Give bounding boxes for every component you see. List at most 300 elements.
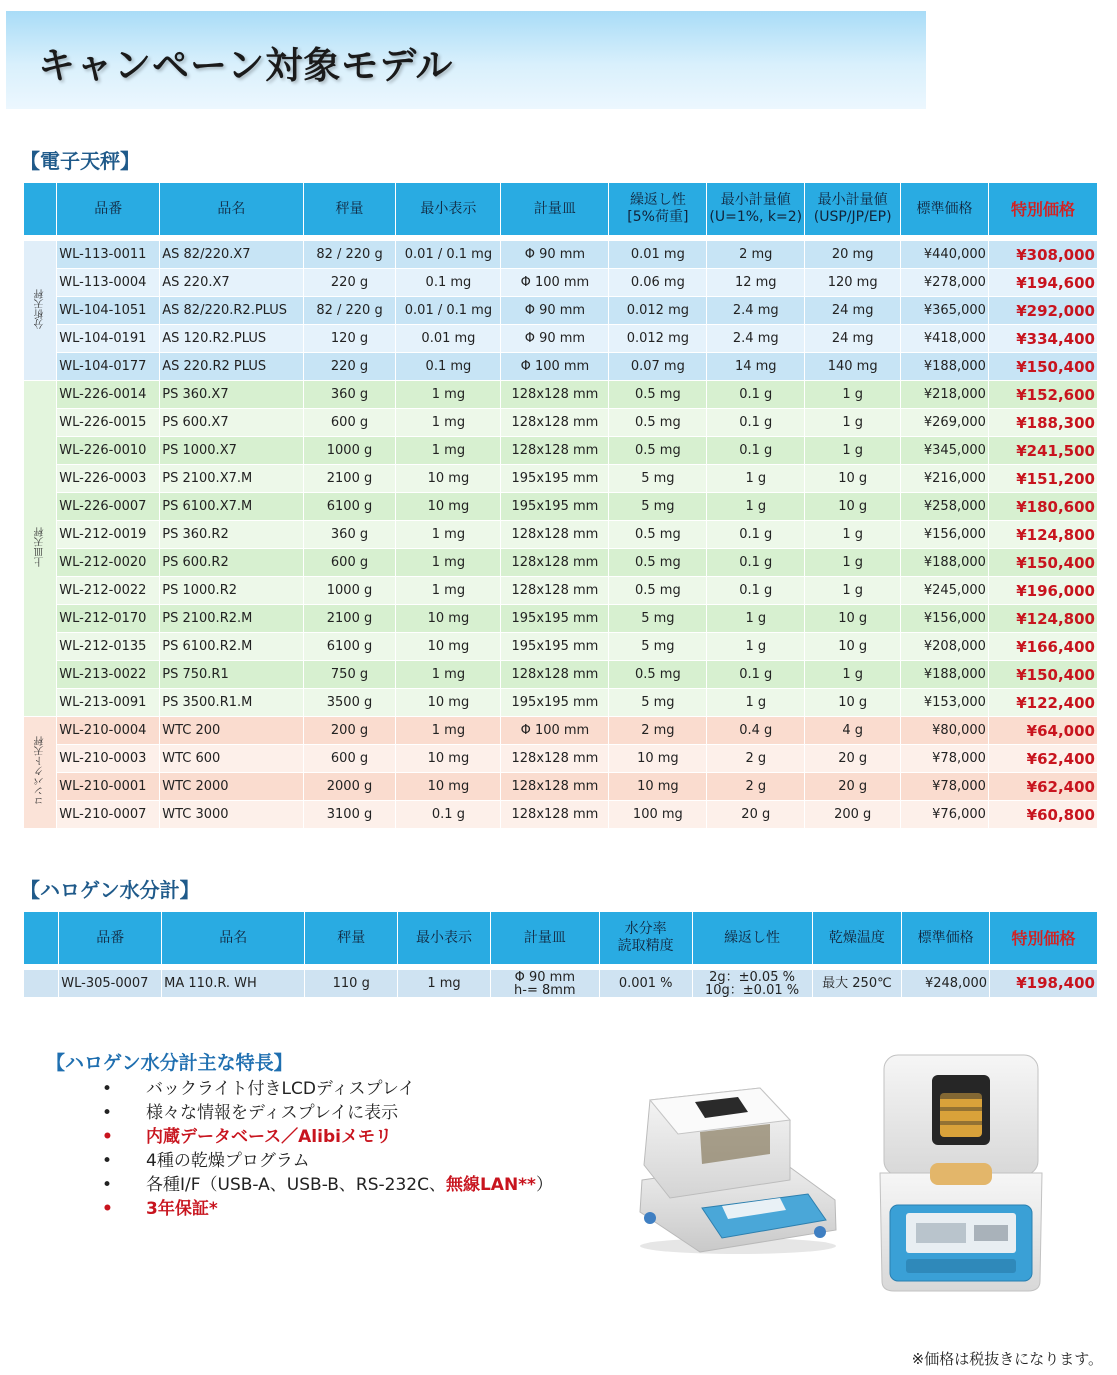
cell-code: WL-113-0004 <box>57 269 159 296</box>
cell-special-price: ¥166,400 <box>989 633 1097 660</box>
cell-min-weight-usp: 1 g <box>805 661 900 688</box>
cell-pan: Φ 100 mm <box>501 353 608 380</box>
cell-list-price: ¥216,000 <box>901 465 988 492</box>
category-label: 上皿天秤 <box>34 526 46 567</box>
cell-name: PS 1000.X7 <box>160 437 302 464</box>
cell-pan: 128x128 mm <box>501 745 608 772</box>
cell-capacity: 82 / 220 g <box>304 297 396 324</box>
feature-text-highlight: 無線LAN** <box>445 1175 536 1195</box>
cell-readability: 1 mg <box>396 577 500 604</box>
header-special-price: 特別価格 <box>989 183 1097 235</box>
cell-capacity: 120 g <box>304 325 396 352</box>
cell-code: WL-212-0022 <box>57 577 159 604</box>
header-repeat-line2: [5%荷重] <box>627 209 689 225</box>
features-block <box>46 1048 606 1221</box>
cell-name: AS 220.R2 PLUS <box>160 353 302 380</box>
cell-name: AS 82/220.R2.PLUS <box>160 297 302 324</box>
cell-name: WTC 200 <box>160 717 302 744</box>
cell-special-price: ¥62,400 <box>989 773 1097 800</box>
table-row <box>24 493 1097 520</box>
cell-accuracy: 0.001 % <box>600 970 692 997</box>
table-row <box>24 970 1097 997</box>
cell-readability: 1 mg <box>396 381 500 408</box>
cell-min-weight: 0.1 g <box>707 661 804 688</box>
cell-capacity: 600 g <box>304 745 396 772</box>
header-repeat-line1: 繰返し性 <box>629 192 686 208</box>
moisture-header-pan: 計量皿 <box>491 912 599 964</box>
cell-readability: 10 mg <box>396 745 500 772</box>
cell-special-price: ¥180,600 <box>989 493 1097 520</box>
feature-text: バックライト付きLCDディスプレイ <box>146 1079 416 1099</box>
cell-min-weight: 0.1 g <box>707 521 804 548</box>
cell-list-price: ¥418,000 <box>901 325 988 352</box>
cell-name: PS 600.R2 <box>160 549 302 576</box>
cell-capacity: 220 g <box>304 269 396 296</box>
moisture-header-code: 品番 <box>59 912 161 964</box>
cell-list-price: ¥188,000 <box>901 549 988 576</box>
table-row <box>24 297 1097 324</box>
cell-code: WL-212-0135 <box>57 633 159 660</box>
cell-list-price: ¥80,000 <box>901 717 988 744</box>
cell-list-price: ¥218,000 <box>901 381 988 408</box>
cell-list-price: ¥78,000 <box>901 773 988 800</box>
bullet: • <box>102 1151 113 1171</box>
header-name: 品名 <box>160 183 302 235</box>
feature-item <box>46 1197 606 1221</box>
cell-min-weight: 2 g <box>707 745 804 772</box>
cell-min-weight: 0.1 g <box>707 409 804 436</box>
cell-capacity: 2100 g <box>304 465 396 492</box>
cell-readability: 10 mg <box>396 633 500 660</box>
header-minw-line1: 最小計量値 <box>720 192 791 208</box>
balance-section-title: 【電子天秤】 <box>20 149 140 173</box>
cell-special-price: ¥150,400 <box>989 353 1097 380</box>
cell-code: WL-210-0007 <box>57 801 159 828</box>
cell-special-price: ¥194,600 <box>989 269 1097 296</box>
header-pan: 計量皿 <box>501 183 608 235</box>
feature-item <box>46 1077 606 1101</box>
cell-code: WL-226-0015 <box>57 409 159 436</box>
cell-special-price: ¥198,400 <box>990 970 1097 997</box>
header-readability: 最小表示 <box>396 183 500 235</box>
cell-pan: Φ 90 mm <box>501 297 608 324</box>
cell-special-price: ¥334,400 <box>989 325 1097 352</box>
cell-min-weight: 1 g <box>707 493 804 520</box>
cell-pan: Φ 100 mm <box>501 717 608 744</box>
cell-min-weight: 14 mg <box>707 353 804 380</box>
cell-capacity: 6100 g <box>304 493 396 520</box>
cell-repeatability: 10 mg <box>609 745 706 772</box>
cell-repeatability: 0.5 mg <box>609 661 706 688</box>
table-row <box>24 717 1097 744</box>
cell-min-weight-usp: 120 mg <box>805 269 900 296</box>
cell-capacity: 2000 g <box>304 773 396 800</box>
cell-readability: 10 mg <box>396 493 500 520</box>
moisture-header-special-price: 特別価格 <box>990 912 1097 964</box>
cell-repeatability: 0.012 mg <box>609 325 706 352</box>
cell-list-price: ¥248,000 <box>902 970 989 997</box>
cell-list-price: ¥208,000 <box>901 633 988 660</box>
cell-pan: 128x128 mm <box>501 409 608 436</box>
cell-capacity: 6100 g <box>304 633 396 660</box>
moisture-header-readability: 最小表示 <box>398 912 490 964</box>
cell-capacity: 3100 g <box>304 801 396 828</box>
cell-code: WL-104-0177 <box>57 353 159 380</box>
cell-min-weight-usp: 10 g <box>805 605 900 632</box>
cell-repeatability: 5 mg <box>609 689 706 716</box>
feature-item <box>46 1173 606 1197</box>
cell-list-price: ¥440,000 <box>901 241 988 268</box>
moisture-header-list-price: 標準価格 <box>902 912 989 964</box>
cell-min-weight-usp: 20 g <box>805 745 900 772</box>
cell-code: WL-213-0091 <box>57 689 159 716</box>
cell-list-price: ¥188,000 <box>901 353 988 380</box>
feature-item <box>46 1101 606 1125</box>
tax-footnote: ※価格は税抜きになります。 <box>911 1350 1103 1368</box>
cell-repeatability <box>693 970 812 997</box>
cell-name: AS 82/220.X7 <box>160 241 302 268</box>
cell-special-price: ¥124,800 <box>989 605 1097 632</box>
cell-code: WL-226-0014 <box>57 381 159 408</box>
cell-name: AS 220.X7 <box>160 269 302 296</box>
cell-pan: Φ 90 mm <box>501 325 608 352</box>
cell-capacity: 200 g <box>304 717 396 744</box>
cell-readability: 1 mg <box>396 661 500 688</box>
cell-repeatability: 0.06 mg <box>609 269 706 296</box>
category-cell <box>24 717 56 828</box>
header-repeatability <box>609 183 706 235</box>
cell-min-weight: 12 mg <box>707 269 804 296</box>
cell-capacity: 2100 g <box>304 605 396 632</box>
category-cell <box>24 381 56 716</box>
header-capacity: 秤量 <box>304 183 396 235</box>
cell-pan: 195x195 mm <box>501 689 608 716</box>
feature-item <box>46 1125 606 1149</box>
cell-pan: 128x128 mm <box>501 437 608 464</box>
cell-pan: 195x195 mm <box>501 465 608 492</box>
cell-capacity: 750 g <box>304 661 396 688</box>
cell-readability: 0.1 g <box>396 801 500 828</box>
cell-code: WL-226-0010 <box>57 437 159 464</box>
moisture-header-capacity: 秤量 <box>305 912 397 964</box>
cell-min-weight-usp: 1 g <box>805 549 900 576</box>
cell-min-weight-usp: 1 g <box>805 521 900 548</box>
cell-name: PS 360.X7 <box>160 381 302 408</box>
balance-table <box>23 182 1098 829</box>
cell-list-price: ¥245,000 <box>901 577 988 604</box>
cell-list-price: ¥156,000 <box>901 521 988 548</box>
feature-text: 4種の乾燥プログラム <box>146 1151 310 1171</box>
moisture-header-accuracy-line1: 水分率 <box>624 921 667 937</box>
cell-min-weight: 2.4 mg <box>707 325 804 352</box>
cell-pan <box>491 970 599 997</box>
feature-text: 内蔵データベース／Alibiメモリ <box>146 1127 392 1147</box>
category-label: 分析天秤 <box>34 288 46 329</box>
moisture-header-accuracy-line2: 読取精度 <box>617 938 674 954</box>
cell-readability: 10 mg <box>396 465 500 492</box>
cell-pan: 195x195 mm <box>501 605 608 632</box>
cell-list-price: ¥258,000 <box>901 493 988 520</box>
moisture-analyzer-side-image <box>630 1080 840 1260</box>
cell-capacity: 360 g <box>304 521 396 548</box>
cell-name: PS 600.X7 <box>160 409 302 436</box>
header-blank <box>24 183 56 235</box>
feature-item <box>46 1149 606 1173</box>
moisture-analyzer-front-image <box>876 1045 1046 1295</box>
cell-code: WL-210-0001 <box>57 773 159 800</box>
cell-name: MA 110.R. WH <box>162 970 304 997</box>
moisture-section-title: 【ハロゲン水分計】 <box>20 878 200 902</box>
cell-repeatability: 0.01 mg <box>609 241 706 268</box>
moisture-header-repeatability: 繰返し性 <box>693 912 812 964</box>
cell-min-weight-usp: 1 g <box>805 577 900 604</box>
cell-pan-line1: Φ 90 mm <box>514 970 576 985</box>
header-list-price: 標準価格 <box>901 183 988 235</box>
cell-capacity: 3500 g <box>304 689 396 716</box>
cell-code: WL-213-0022 <box>57 661 159 688</box>
cell-special-price: ¥151,200 <box>989 465 1097 492</box>
cell-list-price: ¥365,000 <box>901 297 988 324</box>
feature-text: 各種I/F（USB-A、USB-B、RS-232C、 <box>146 1175 446 1195</box>
cell-min-weight: 20 g <box>707 801 804 828</box>
cell-list-price: ¥153,000 <box>901 689 988 716</box>
moisture-header-name: 品名 <box>162 912 304 964</box>
cell-min-weight: 0.1 g <box>707 381 804 408</box>
table-row <box>24 409 1097 436</box>
table-row <box>24 801 1097 828</box>
title-banner <box>6 11 926 109</box>
cell-pan: Φ 100 mm <box>501 269 608 296</box>
header-minusp-line1: 最小計量値 <box>817 192 888 208</box>
cell-readability: 1 mg <box>396 549 500 576</box>
header-min-weight-usp <box>805 183 900 235</box>
page-title: キャンペーン対象モデル <box>38 44 454 87</box>
cell-min-weight-usp: 200 g <box>805 801 900 828</box>
cell-readability: 10 mg <box>396 773 500 800</box>
table-row <box>24 465 1097 492</box>
cell-capacity: 600 g <box>304 549 396 576</box>
cell-special-price: ¥308,000 <box>989 241 1097 268</box>
cell-name: PS 3500.R1.M <box>160 689 302 716</box>
cell-repeatability: 5 mg <box>609 493 706 520</box>
cell-special-price: ¥188,300 <box>989 409 1097 436</box>
cell-capacity: 220 g <box>304 353 396 380</box>
cell-min-weight-usp: 10 g <box>805 689 900 716</box>
bullet: • <box>102 1079 113 1099</box>
cell-repeatability: 5 mg <box>609 605 706 632</box>
feature-text: 様々な情報をディスプレイに表示 <box>146 1103 399 1123</box>
cell-capacity: 360 g <box>304 381 396 408</box>
cell-readability: 0.01 mg <box>396 325 500 352</box>
cell-min-weight-usp: 24 mg <box>805 325 900 352</box>
cell-readability: 1 mg <box>396 409 500 436</box>
cell-repeatability: 0.5 mg <box>609 549 706 576</box>
table-row <box>24 577 1097 604</box>
table-row <box>24 269 1097 296</box>
bullet: • <box>102 1103 113 1123</box>
cell-repeatability: 100 mg <box>609 801 706 828</box>
cell-name: PS 1000.R2 <box>160 577 302 604</box>
table-row <box>24 521 1097 548</box>
cell-name: PS 6100.X7.M <box>160 493 302 520</box>
cell-capacity: 110 g <box>305 970 397 997</box>
cell-min-weight: 0.4 g <box>707 717 804 744</box>
category-cell <box>24 241 56 380</box>
cell-repeat-line1: 2g：±0.05 % <box>709 970 795 985</box>
cell-min-weight-usp: 140 mg <box>805 353 900 380</box>
cell-min-weight: 2.4 mg <box>707 297 804 324</box>
cell-pan: 128x128 mm <box>501 801 608 828</box>
table-row <box>24 689 1097 716</box>
bullet: • <box>102 1127 113 1147</box>
feature-text: 3年保証* <box>146 1199 218 1219</box>
cell-min-weight: 2 g <box>707 773 804 800</box>
cell-list-price: ¥156,000 <box>901 605 988 632</box>
cell-min-weight-usp: 20 g <box>805 773 900 800</box>
bullet: • <box>102 1199 113 1219</box>
cell-min-weight-usp: 1 g <box>805 437 900 464</box>
cell-special-price: ¥64,000 <box>989 717 1097 744</box>
cell-temperature: 最大 250℃ <box>813 970 902 997</box>
cell-readability: 1 mg <box>396 717 500 744</box>
cell-pan: Φ 90 mm <box>501 241 608 268</box>
cell-min-weight: 1 g <box>707 465 804 492</box>
cell-name: PS 6100.R2.M <box>160 633 302 660</box>
cell-code: WL-210-0003 <box>57 745 159 772</box>
cell-special-price: ¥122,400 <box>989 689 1097 716</box>
header-minusp-line2: (USP/JP/EP) <box>813 209 892 225</box>
cell-pan: 128x128 mm <box>501 521 608 548</box>
moisture-header-temperature: 乾燥温度 <box>813 912 902 964</box>
cell-code: WL-305-0007 <box>59 970 161 997</box>
cell-pan: 128x128 mm <box>501 773 608 800</box>
cell-readability: 0.01 / 0.1 mg <box>396 241 500 268</box>
cell-list-price: ¥78,000 <box>901 745 988 772</box>
cell-repeatability: 2 mg <box>609 717 706 744</box>
cell-special-price: ¥124,800 <box>989 521 1097 548</box>
moisture-table <box>23 911 1098 998</box>
category-label: コンパクト天秤 <box>34 735 46 806</box>
cell-min-weight: 0.1 g <box>707 577 804 604</box>
cell-pan: 128x128 mm <box>501 577 608 604</box>
table-row <box>24 241 1097 268</box>
cell-special-price: ¥196,000 <box>989 577 1097 604</box>
cell-repeatability: 0.5 mg <box>609 577 706 604</box>
cell-repeatability: 5 mg <box>609 633 706 660</box>
features-title: 【ハロゲン水分計主な特長】 <box>46 1052 293 1074</box>
cell-readability: 0.01 / 0.1 mg <box>396 297 500 324</box>
cell-special-price: ¥241,500 <box>989 437 1097 464</box>
cell-repeatability: 0.5 mg <box>609 381 706 408</box>
cell-min-weight-usp: 4 g <box>805 717 900 744</box>
table-row <box>24 633 1097 660</box>
cell-pan-line2: h-= 8mm <box>514 982 576 997</box>
cell-name: WTC 2000 <box>160 773 302 800</box>
cell-capacity: 1000 g <box>304 577 396 604</box>
table-row <box>24 437 1097 464</box>
cell-list-price: ¥345,000 <box>901 437 988 464</box>
cell-code: WL-226-0007 <box>57 493 159 520</box>
cell-repeatability: 0.5 mg <box>609 437 706 464</box>
cell-capacity: 600 g <box>304 409 396 436</box>
cell-min-weight-usp: 24 mg <box>805 297 900 324</box>
cell-min-weight: 1 g <box>707 633 804 660</box>
cell-min-weight-usp: 20 mg <box>805 241 900 268</box>
feature-text-suffix: ） <box>535 1175 553 1195</box>
cell-pan: 128x128 mm <box>501 661 608 688</box>
row-category-cell <box>24 970 58 997</box>
cell-code: WL-212-0170 <box>57 605 159 632</box>
cell-code: WL-104-1051 <box>57 297 159 324</box>
header-code: 品番 <box>57 183 159 235</box>
cell-pan: 195x195 mm <box>501 493 608 520</box>
cell-capacity: 1000 g <box>304 437 396 464</box>
cell-repeatability: 5 mg <box>609 465 706 492</box>
cell-name: WTC 3000 <box>160 801 302 828</box>
cell-capacity: 82 / 220 g <box>304 241 396 268</box>
table-row <box>24 353 1097 380</box>
cell-repeatability: 0.5 mg <box>609 409 706 436</box>
cell-min-weight-usp: 10 g <box>805 465 900 492</box>
table-row <box>24 745 1097 772</box>
cell-name: PS 360.R2 <box>160 521 302 548</box>
cell-name: PS 750.R1 <box>160 661 302 688</box>
cell-special-price: ¥150,400 <box>989 549 1097 576</box>
cell-special-price: ¥292,000 <box>989 297 1097 324</box>
cell-min-weight-usp: 10 g <box>805 633 900 660</box>
cell-repeatability: 0.012 mg <box>609 297 706 324</box>
cell-min-weight-usp: 1 g <box>805 381 900 408</box>
cell-pan: 128x128 mm <box>501 549 608 576</box>
cell-list-price: ¥76,000 <box>901 801 988 828</box>
cell-readability: 10 mg <box>396 689 500 716</box>
cell-repeat-line2: 10g：±0.01 % <box>704 982 800 997</box>
header-minw-line2: (U=1%, k=2) <box>709 209 803 225</box>
cell-readability: 10 mg <box>396 605 500 632</box>
cell-code: WL-212-0020 <box>57 549 159 576</box>
cell-name: AS 120.R2.PLUS <box>160 325 302 352</box>
cell-min-weight: 0.1 g <box>707 549 804 576</box>
cell-repeatability: 0.07 mg <box>609 353 706 380</box>
table-row <box>24 773 1097 800</box>
cell-list-price: ¥278,000 <box>901 269 988 296</box>
balance-table-body <box>24 241 1097 828</box>
cell-repeatability: 10 mg <box>609 773 706 800</box>
cell-readability: 1 mg <box>396 521 500 548</box>
cell-min-weight: 2 mg <box>707 241 804 268</box>
cell-min-weight-usp: 10 g <box>805 493 900 520</box>
cell-list-price: ¥188,000 <box>901 661 988 688</box>
cell-special-price: ¥152,600 <box>989 381 1097 408</box>
cell-min-weight-usp: 1 g <box>805 409 900 436</box>
table-row <box>24 549 1097 576</box>
cell-code: WL-104-0191 <box>57 325 159 352</box>
cell-readability: 1 mg <box>398 970 490 997</box>
table-row <box>24 325 1097 352</box>
cell-readability: 0.1 mg <box>396 269 500 296</box>
features-list <box>46 1077 606 1221</box>
cell-readability: 0.1 mg <box>396 353 500 380</box>
cell-name: PS 2100.X7.M <box>160 465 302 492</box>
table-row <box>24 661 1097 688</box>
cell-pan: 195x195 mm <box>501 633 608 660</box>
cell-code: WL-226-0003 <box>57 465 159 492</box>
cell-list-price: ¥269,000 <box>901 409 988 436</box>
cell-min-weight: 0.1 g <box>707 437 804 464</box>
cell-code: WL-212-0019 <box>57 521 159 548</box>
cell-code: WL-113-0011 <box>57 241 159 268</box>
table-row <box>24 381 1097 408</box>
